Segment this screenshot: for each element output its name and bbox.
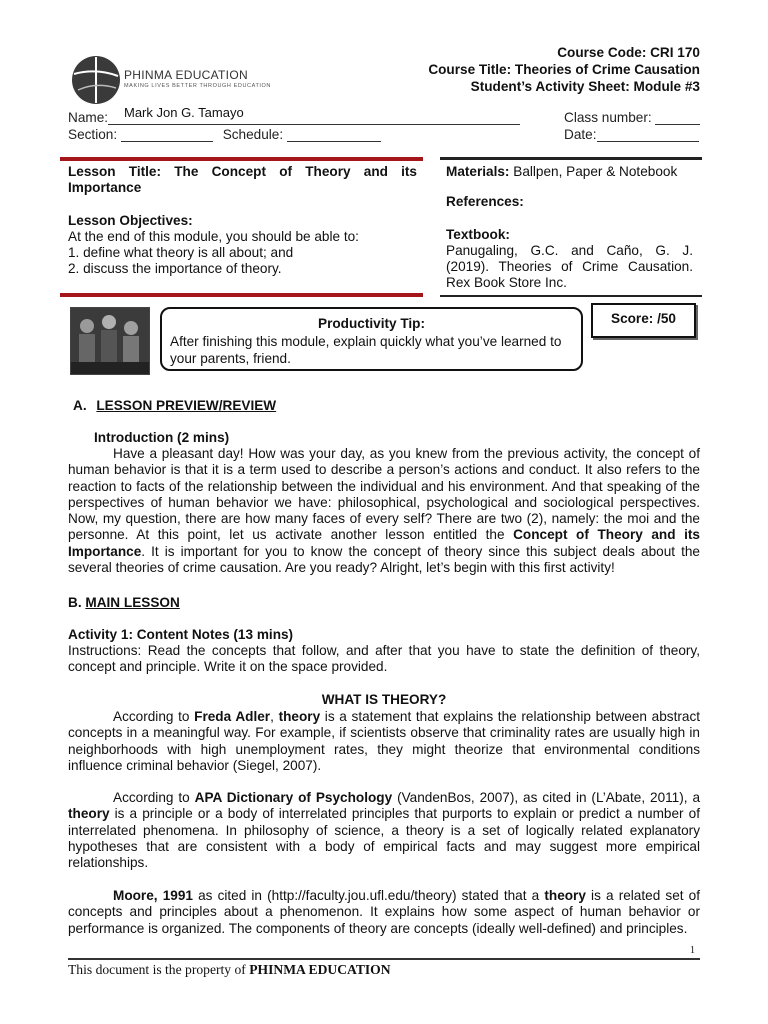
textbook-value: Panugaling, G.C. and Caño, G. J. (2019). Theories of Crime Causation. Rex Book Store Inc. <box>446 242 693 291</box>
what-is-theory-heading: WHAT IS THEORY? <box>321 692 447 707</box>
students-photo <box>70 307 150 375</box>
page-number: 1 <box>690 945 695 956</box>
section-a-letter: A. <box>73 398 87 413</box>
p3-text: as cited in (http://faculty.jou.ufl.edu/theory) stated that a <box>192 888 545 903</box>
intro-text: Have a pleasant day! How was your day, as you knew from the previous activity, the concept of human behavior is that it is a term used to describe a person’s actions and conduct. It also refers to the reaction to facts of the relationship between the individual and his environment. And that speaking of the perspectives of human behavior we have: philosophical, psychological and sociological perspectives. Now, my question, there are how many faces of every self? There are two (2), namely: the moi and the personne. At this point, let us activate another lesson entitled the <box>68 446 700 543</box>
intro-heading: Introduction (2 mins) <box>94 430 230 445</box>
section-b-heading <box>68 595 180 610</box>
p2-text-end: is a principle or a body of interrelated principles that purports to explain or predict a number of interrelated phenomena. In philosophy of science, a theory is a set of logically related explanatory hypotheses that are consistent with a body of empirical facts and may suggest more empirical relationships. <box>68 806 700 871</box>
date-field[interactable] <box>597 127 699 142</box>
intro-bold-text: Concept of Theory and its Importance <box>68 527 700 559</box>
objective-item: 1. define what theory is all about; and <box>68 245 294 261</box>
schedule-label: Schedule: <box>222 127 284 142</box>
course-code: Course Code: CRI 170 <box>557 45 700 60</box>
section-row <box>68 127 381 142</box>
intro-paragraph <box>68 446 700 576</box>
section-b-title: MAIN LESSON <box>85 595 180 610</box>
class-number-field[interactable] <box>655 110 700 125</box>
students-photo-image <box>71 308 149 374</box>
theory-paragraph-adler <box>68 709 700 774</box>
lesson-left-column <box>68 164 417 278</box>
objective-item: 2. discuss the importance of theory. <box>68 261 282 277</box>
materials-value: Ballpen, Paper & Notebook <box>513 164 678 179</box>
theory-paragraph-apa <box>68 790 700 871</box>
instructions: Instructions: Read the concepts that follow, and after that you have to state the definition of theory, concept and principle. Write it on the space provided. <box>68 643 700 675</box>
materials-row <box>446 164 693 180</box>
intro-text-end: . It is important for you to know the concept of theory since this subject deals about the several theories of crime causation. Are you ready? Alright, let’s begin with this first activity! <box>68 543 700 576</box>
red-divider-top-left <box>60 157 423 161</box>
p3-bold-theory: theory <box>544 888 586 903</box>
schedule-field[interactable] <box>287 127 381 142</box>
activity-heading: Activity 1: Content Notes (13 mins) <box>68 627 294 642</box>
p1-bold-author: Freda Adler <box>194 709 271 724</box>
score-label: Score: <box>611 311 654 326</box>
footer-text-a: This document is the property of <box>68 962 250 977</box>
p2-bold-source: APA Dictionary of Psychology <box>194 790 393 805</box>
lesson-title: Lesson Title: The Concept of Theory and its Importance <box>68 164 417 196</box>
divider-bottom-right <box>440 295 702 297</box>
course-title: Course Title: Theories of Crime Causation <box>428 62 700 77</box>
p2-text-mid: (VandenBos, 2007), as cited in (L’Abate, 2011), a <box>392 790 701 805</box>
p1-text-sep: , <box>270 709 279 724</box>
date-label: Date: <box>564 127 597 142</box>
date-row <box>564 127 699 142</box>
class-number-row <box>564 110 700 125</box>
theory-paragraph-moore <box>68 888 700 937</box>
textbook-label: Textbook: <box>446 226 510 242</box>
p2-text: According to <box>113 790 195 805</box>
section-field[interactable] <box>121 127 213 142</box>
divider-top-right <box>440 157 702 160</box>
objectives-intro: At the end of this module, you should be able to: <box>68 228 359 244</box>
lesson-right-column <box>446 164 693 292</box>
tip-title: Productivity Tip: <box>318 316 425 331</box>
p3-bold-author: Moore, 1991 <box>113 888 193 903</box>
logo-tagline: MAKING LIVES BETTER THROUGH EDUCATION <box>124 83 271 89</box>
red-divider-bottom-left <box>60 293 423 297</box>
references-label: References: <box>446 194 524 210</box>
section-a-title: LESSON PREVIEW/REVIEW <box>96 398 277 413</box>
name-value: Mark Jon G. Tamayo <box>124 105 244 120</box>
tip-body: After finishing this module, explain quickly what you’ve learned to your parents, friend. <box>170 334 562 366</box>
p1-bold-theory: theory <box>278 709 321 724</box>
sheet-title: Student’s Activity Sheet: Module #3 <box>470 79 700 94</box>
materials-label: Materials: <box>446 164 510 179</box>
phinma-logo-icon <box>70 54 122 106</box>
class-number-label: Class number: <box>564 110 652 125</box>
logo-text: PHINMA EDUCATION <box>124 68 248 82</box>
score-value: /50 <box>657 311 676 326</box>
footer-text-b: PHINMA EDUCATION <box>249 962 391 977</box>
p1-text-end: is a statement that explains the relationship between abstract concepts in a meaningful way. For example, if scientists observe that criminality rates are usually high in neighborhoods with high unemployment rates, they might theorize that environmental conditions influence criminal behavior (Siegel, 2007). <box>68 709 701 773</box>
p3-text-end: is a related set of concepts and principles about a phenomenon. It explains how some aspect of human behavior or performance is organized. The components of theory are concepts (ideally well-defined) and principles. <box>68 888 700 936</box>
p1-text: According to <box>113 709 195 724</box>
section-b-letter: B. <box>68 595 82 610</box>
p2-bold-theory: theory <box>68 806 110 822</box>
score <box>591 311 696 326</box>
footer-text <box>68 962 391 978</box>
name-label: Name: <box>68 110 109 125</box>
section-a-heading <box>73 398 276 413</box>
footer-divider <box>68 958 700 960</box>
section-label: Section: <box>68 127 118 142</box>
course-header <box>428 44 700 95</box>
objectives-label: Lesson Objectives: <box>68 212 193 228</box>
